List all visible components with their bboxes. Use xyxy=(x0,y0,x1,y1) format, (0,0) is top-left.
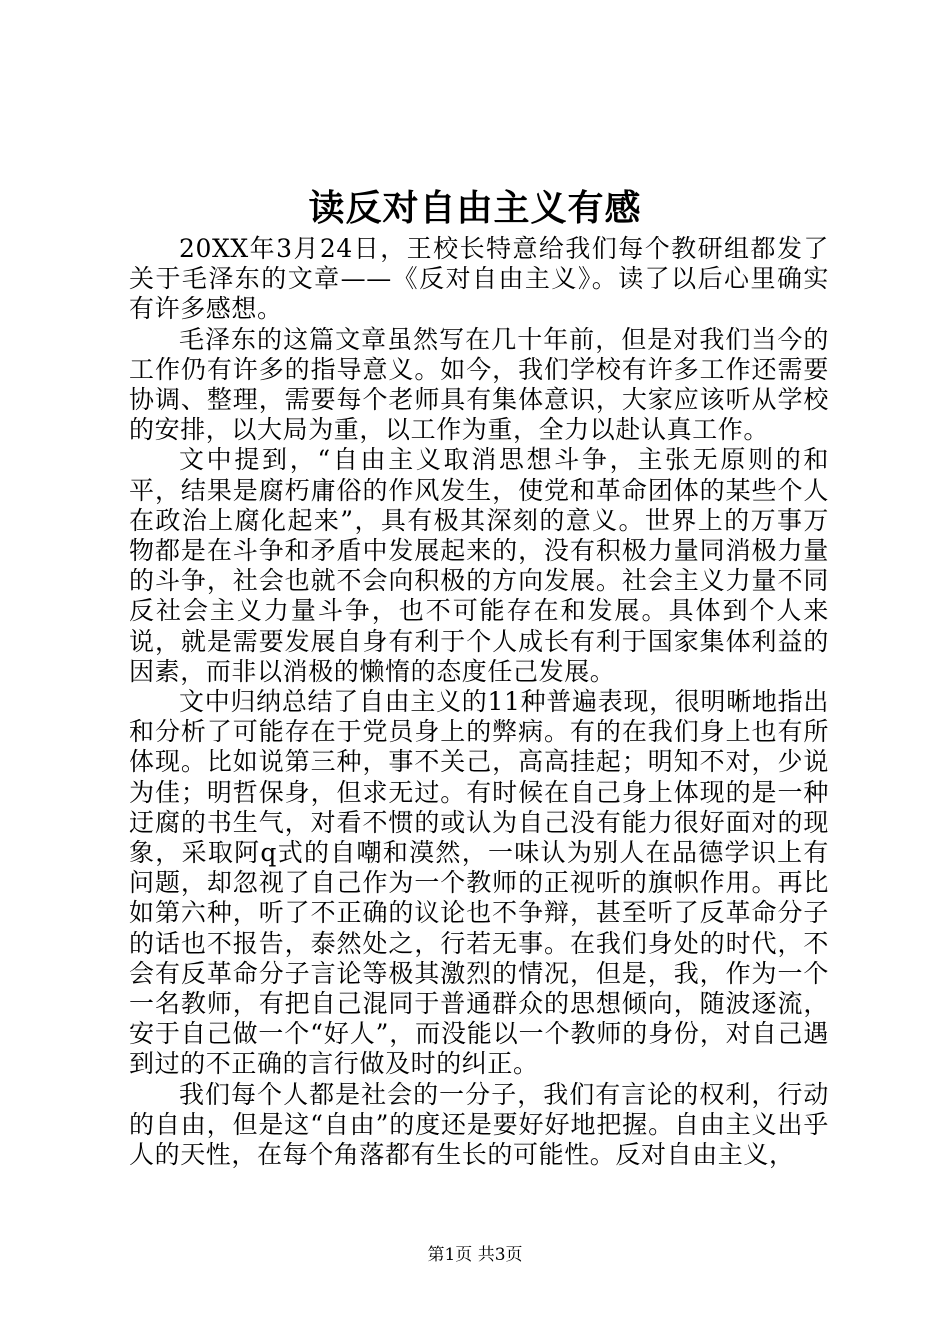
paragraph-3: 文中提到，“自由主义取消思想斗争，主张无原则的和平，结果是腐朽庸俗的作风发生，使党和革命团体的某些个人在政治上腐化起来”，具有极其深刻的意义。世界上的万事万物都是在斗争和矛盾中发展起来的，没有积极力量同消极力量的斗争，社会也就不会向积极的方向发展。社会主义力量不同反社会主义力量斗争，也不可能存在和发展。具体到个人来说，就是需要发展自身有利于个人成长有利于国家集体利益的因素，而非以消极的懒惰的态度任己发展。 xyxy=(129,445,829,686)
page-number-footer: 第1页 共3页 xyxy=(427,1245,523,1265)
document-title: 读反对自由主义有感 xyxy=(308,187,642,229)
paragraph-1: 20XX年3月24日，王校长特意给我们每个教研组都发了关于毛泽东的文章——《反对自由主义》。读了以后心里确实有许多感想。 xyxy=(129,234,829,324)
paragraph-4: 文中归纳总结了自由主义的11种普遍表现，很明晰地指出和分析了可能存在于党员身上的弊病。有的在我们身上也有所体现。比如说第三种，事不关己，高高挂起；明知不对，少说为佳；明哲保身，但求无过。有时候在自己身上体现的是一种迂腐的书生气，对看不惯的或认为自己没有能力很好面对的现象，采取阿q式的自嘲和漠然，一味认为别人在品德学识上有问题，却忽视了自己作为一个教师的正视听的旗帜作用。再比如第六种，听了不正确的议论也不争辩，甚至听了反革命分子的话也不报告，泰然处之，行若无事。在我们身处的时代，不会有反革命分子言论等极其激烈的情况，但是，我，作为一个一名教师，有把自己混同于普通群众的思想倾向，随波逐流，安于自己做一个“好人”，而没能以一个教师的身份，对自己遇到过的不正确的言行做及时的纠正。 xyxy=(129,687,829,1079)
paragraph-2: 毛泽东的这篇文章虽然写在几十年前，但是对我们当今的工作仍有许多的指导意义。如今，我们学校有许多工作还需要协调、整理，需要每个老师具有集体意识，大家应该听从学校的安排，以大局为重，以工作为重，全力以赴认真工作。 xyxy=(129,324,829,445)
document-body xyxy=(129,234,829,1170)
paragraph-5: 我们每个人都是社会的一分子，我们有言论的权利，行动的自由，但是这“自由”的度还是要好好地把握。自由主义出乎人的天性，在每个角落都有生长的可能性。反对自由主义， xyxy=(129,1079,829,1170)
